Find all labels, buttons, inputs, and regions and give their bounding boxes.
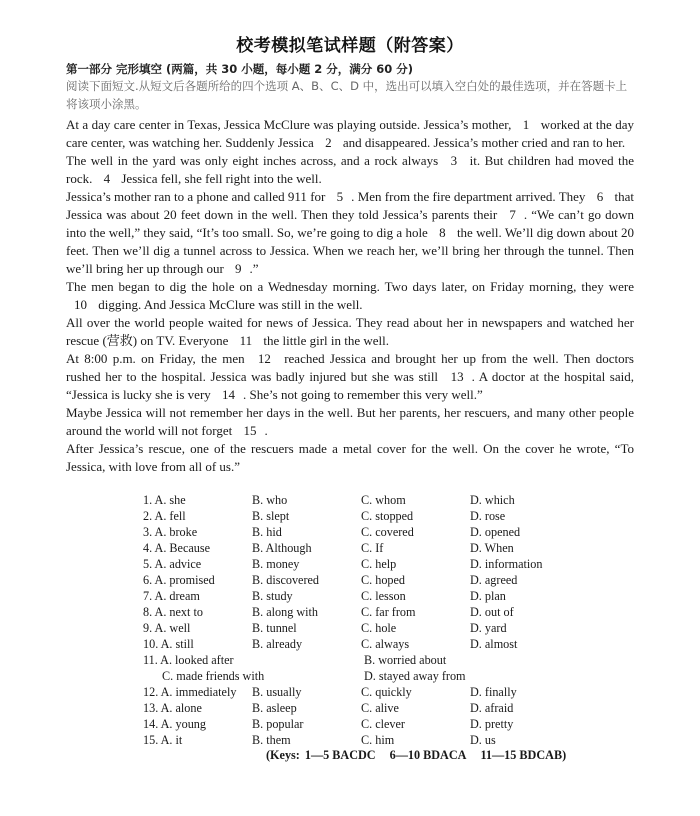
option-row bbox=[143, 636, 583, 652]
option-b: B. Although bbox=[252, 541, 312, 555]
passage-paragraph bbox=[66, 314, 634, 350]
passage-paragraph bbox=[66, 152, 634, 188]
option-a: 3. A. broke bbox=[143, 525, 198, 539]
option-b: B. them bbox=[252, 733, 291, 747]
passage-text: digging. And Jessica McClure was still in the well. bbox=[95, 297, 363, 312]
blank-number: 2 bbox=[325, 135, 332, 150]
blank-number: 14 bbox=[222, 387, 236, 402]
passage-text: . A doctor at the hospital said, “Jessica is lucky she is very bbox=[66, 369, 634, 402]
option-d: D. finally bbox=[470, 685, 517, 699]
passage-text: it. But children had moved the rock. bbox=[66, 153, 634, 186]
option-d: D. When bbox=[470, 541, 514, 555]
option-b: B. tunnel bbox=[252, 621, 297, 635]
passage bbox=[66, 116, 634, 476]
option-b: B. already bbox=[252, 637, 303, 651]
option-d: D. pretty bbox=[470, 717, 514, 731]
keys-group-3: 11—15 BDCAB) bbox=[480, 748, 567, 762]
option-c: C. hole bbox=[361, 621, 397, 635]
blank-number: 3 bbox=[450, 153, 458, 168]
blank-number: 12 bbox=[257, 351, 271, 366]
blank-number: 13 bbox=[450, 369, 464, 384]
option-c: C. clever bbox=[361, 717, 405, 731]
answer-keys bbox=[266, 748, 566, 763]
option-c: C. help bbox=[361, 557, 397, 571]
option-c: C. always bbox=[361, 637, 410, 651]
option-row bbox=[143, 732, 583, 748]
option-d: D. out of bbox=[470, 605, 514, 619]
option-a: 4. A. Because bbox=[143, 541, 211, 555]
passage-text: the little girl in the well. bbox=[260, 333, 390, 348]
option-c: C. quickly bbox=[361, 685, 412, 699]
blank-number: 1 bbox=[522, 117, 530, 132]
option-a: 14. A. young bbox=[143, 717, 206, 731]
option-row bbox=[143, 620, 583, 636]
passage-text: . Men from the fire department arrived. They bbox=[351, 189, 589, 204]
option-b: B. asleep bbox=[252, 701, 297, 715]
option-c: C. made friends with bbox=[162, 669, 265, 683]
passage-text: that Jessica was about 20 feet down in the well. Then they told Jessica’s parents their bbox=[66, 189, 634, 222]
passage-paragraph bbox=[66, 116, 634, 152]
option-d: D. information bbox=[470, 557, 543, 571]
option-d: D. opened bbox=[470, 525, 521, 539]
option-a: 9. A. well bbox=[143, 621, 191, 635]
option-row bbox=[143, 572, 583, 588]
passage-text: The well in the yard was only eight inches across, and a rock always bbox=[66, 153, 443, 168]
option-a: 15. A. it bbox=[143, 733, 183, 747]
keys-group-2: 6—10 BDACA bbox=[389, 748, 467, 762]
option-c: C. lesson bbox=[361, 589, 406, 603]
option-d: D. yard bbox=[470, 621, 507, 635]
option-row bbox=[143, 700, 583, 716]
option-d: D. afraid bbox=[470, 701, 514, 715]
passage-paragraph bbox=[66, 350, 634, 404]
option-c: C. whom bbox=[361, 493, 406, 507]
option-b: B. along with bbox=[252, 605, 319, 619]
blank-number: 4 bbox=[103, 171, 111, 186]
option-b: B. who bbox=[252, 493, 288, 507]
option-a: 8. A. next to bbox=[143, 605, 203, 619]
option-c: C. hoped bbox=[361, 573, 406, 587]
passage-text: Maybe Jessica will not remember her days in the well. But her parents, her rescuers, and many other people around the world will not forget bbox=[66, 405, 634, 438]
keys-prefix: (Keys: bbox=[266, 748, 300, 762]
passage-text: and disappeared. Jessica’s mother cried and ran to her. bbox=[339, 135, 626, 150]
option-d: D. rose bbox=[470, 509, 506, 523]
options-table bbox=[143, 492, 583, 748]
passage-text: worked at the day care center, was watching her. Suddenly Jessica bbox=[66, 117, 634, 150]
option-b: B. slept bbox=[252, 509, 290, 523]
option-b: B. hid bbox=[252, 525, 282, 539]
option-row bbox=[143, 524, 583, 540]
passage-paragraph bbox=[66, 278, 634, 314]
document-title: 校考模拟笔试样题（附答案） bbox=[236, 36, 464, 56]
passage-text: After Jessica’s rescue, one of the rescuers made a metal cover for the well. On the cover he wrote, “To Jessica, with love from all of us.” bbox=[66, 441, 634, 474]
option-c: C. stopped bbox=[361, 509, 414, 523]
passage-paragraph bbox=[66, 188, 634, 278]
passage-text: Jessica’s mother ran to a phone and called 911 for bbox=[66, 189, 329, 204]
blank-number: 15 bbox=[243, 423, 257, 438]
option-d: D. which bbox=[470, 493, 515, 507]
passage-text: . She’s not going to remember this very well.” bbox=[243, 387, 483, 402]
passage-paragraph bbox=[66, 440, 634, 476]
blank-number: 8 bbox=[439, 225, 446, 240]
passage-text: At a day care center in Texas, Jessica McClure was playing outside. Jessica’s mother, bbox=[66, 117, 515, 132]
option-a: 11. A. looked after bbox=[143, 653, 234, 667]
option-b: B. money bbox=[252, 557, 300, 571]
passage-text: The men began to dig the hole on a Wednesday morning. Two days later, on Friday morning, they were bbox=[66, 279, 634, 294]
blank-number: 5 bbox=[336, 189, 344, 204]
passage-text: reached Jessica and brought her up from the well. Then doctors rushed her to the hospital. Jessica was badly injured but she was still bbox=[66, 351, 634, 384]
option-a: 13. A. alone bbox=[143, 701, 202, 715]
option-d: D. agreed bbox=[470, 573, 518, 587]
blank-number: 7 bbox=[509, 207, 516, 222]
option-d: D. stayed away from bbox=[364, 669, 466, 683]
option-c: C. alive bbox=[361, 701, 399, 715]
option-b: B. popular bbox=[252, 717, 304, 731]
option-row bbox=[143, 652, 583, 668]
option-a: 7. A. dream bbox=[143, 589, 200, 603]
passage-paragraph bbox=[66, 404, 634, 440]
option-a: 12. A. immediately bbox=[143, 685, 237, 699]
passage-text: Jessica fell, she fell right into the well. bbox=[118, 171, 322, 186]
option-b: B. study bbox=[252, 589, 293, 603]
section-header: 第一部分 完形填空 (两篇，共 30 小题，每小题 2 分，满分 60 分) bbox=[66, 62, 414, 76]
option-row bbox=[143, 716, 583, 732]
option-b: B. worried about bbox=[364, 653, 447, 667]
option-row bbox=[143, 684, 583, 700]
option-row bbox=[143, 540, 583, 556]
option-c: C. If bbox=[361, 541, 384, 555]
option-row bbox=[143, 588, 583, 604]
option-row bbox=[143, 492, 583, 508]
passage-text: All over the world people waited for news of Jessica. They read about her in newspapers and watched her rescue (营救) on TV. Everyone bbox=[66, 315, 634, 348]
keys-group-1: 1—5 BACDC bbox=[304, 748, 376, 762]
option-b: B. discovered bbox=[252, 573, 320, 587]
passage-text: At 8:00 p.m. on Friday, the men bbox=[66, 351, 250, 366]
blank-number: 6 bbox=[596, 189, 604, 204]
option-a: 6. A. promised bbox=[143, 573, 215, 587]
option-a: 1. A. she bbox=[143, 493, 186, 507]
option-b: B. usually bbox=[252, 685, 302, 699]
passage-text: . bbox=[264, 423, 268, 438]
blank-number: 10 bbox=[74, 297, 87, 312]
option-c: C. far from bbox=[361, 605, 416, 619]
blank-number: 11 bbox=[239, 333, 253, 348]
option-row bbox=[143, 556, 583, 572]
blank-number: 9 bbox=[235, 261, 242, 276]
instructions: 阅读下面短文.从短文后各题所给的四个选项 A、B、C、D 中，选出可以填入空白处的最佳选项，并在答题卡上将该项小涂黑。 bbox=[66, 79, 628, 111]
option-row bbox=[143, 604, 583, 620]
option-row bbox=[143, 508, 583, 524]
option-d: D. us bbox=[470, 733, 496, 747]
option-c: C. covered bbox=[361, 525, 414, 539]
option-a: 2. A. fell bbox=[143, 509, 186, 523]
option-d: D. plan bbox=[470, 589, 506, 603]
passage-text: the well. We’ll dig down about 20 feet. Then we’ll dig a tunnel across to Jessica. When we reach her, we’ll bring her through the tunnel. Then we’ll bring her up through our bbox=[66, 225, 634, 276]
passage-text: . “We can’t go down into the well,” they said, “It’s too small. So, we’re going to dig a hole bbox=[66, 207, 634, 240]
option-d: D. almost bbox=[470, 637, 518, 651]
passage-text: .” bbox=[249, 261, 259, 276]
option-row bbox=[143, 668, 583, 684]
option-c: C. him bbox=[361, 733, 395, 747]
option-a: 5. A. advice bbox=[143, 557, 202, 571]
option-a: 10. A. still bbox=[143, 637, 194, 651]
